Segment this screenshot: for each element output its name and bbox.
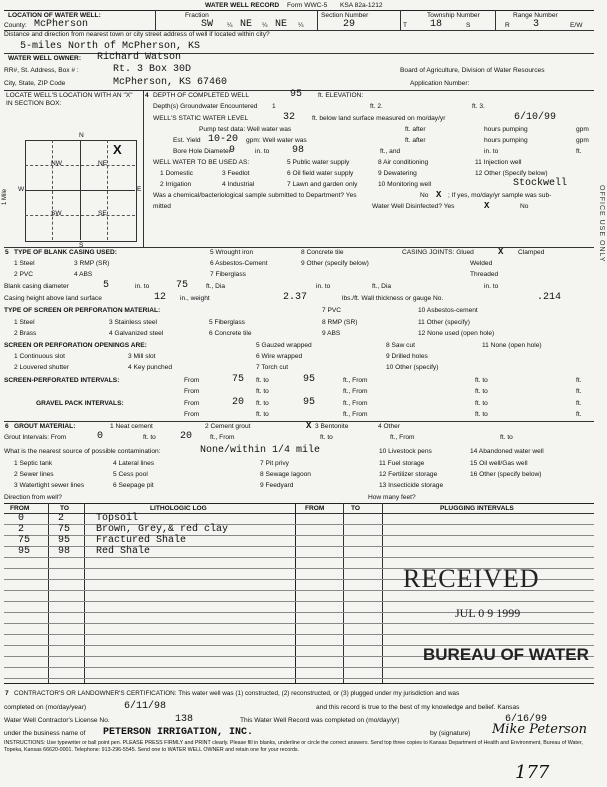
joints-threaded: Threaded bbox=[470, 271, 499, 278]
casing-7: 7 Fiberglass bbox=[210, 271, 246, 278]
contam-10: 10 Livestock pens bbox=[379, 448, 432, 455]
page-number: 177 bbox=[515, 762, 550, 783]
use-12: 12 Other (Specify below) bbox=[475, 170, 548, 177]
township-s: S bbox=[466, 22, 471, 29]
screen-ft-2: ft. bbox=[576, 388, 582, 395]
gravel-label: GRAVEL PACK INTERVALS: bbox=[36, 400, 124, 407]
screen-3: 3 Stainless steel bbox=[109, 319, 158, 326]
section-6-number: 6 bbox=[5, 423, 9, 430]
chem-rest: ; If yes, mo/day/yr sample was sub- bbox=[448, 192, 552, 199]
joints-label: CASING JOINTS: Glued bbox=[402, 249, 474, 256]
screen-from-label: From bbox=[184, 377, 200, 384]
completed-value: 6/11/98 bbox=[124, 701, 167, 712]
log-from-cell: 0 bbox=[18, 513, 25, 524]
use-4: 4 Industrial bbox=[222, 181, 255, 188]
chem-no-mark: X bbox=[436, 190, 442, 200]
contam-8: 8 Sewage lagoon bbox=[260, 471, 311, 478]
casing-diam-depth: 75 bbox=[176, 280, 189, 291]
contam-2: 2 Sewer lines bbox=[14, 471, 54, 478]
fraction-1: SW bbox=[201, 19, 214, 30]
screen-5: 5 Fiberglass bbox=[209, 319, 245, 326]
openings-label: SCREEN OR PERFORATION OPENINGS ARE: bbox=[4, 342, 147, 349]
gravel-to-2: ft. to bbox=[475, 400, 488, 407]
log-litho-header: LITHOLOGIC LOG bbox=[150, 505, 207, 512]
contam-1: 1 Septic tank bbox=[14, 460, 53, 467]
form-ksa: KSA 82a-1212 bbox=[340, 2, 383, 9]
static-level-date: 6/10/99 bbox=[514, 112, 557, 123]
log-rule bbox=[4, 667, 594, 668]
instructions: INSTRUCTIONS: Use typewriter or ball point pen. PLEASE PRESS FIRMLY and PRINT clearly. Please fill in blanks, underline or circle the correct answers. Send top three copies to Kansas Department of Health and Environment, Bureau of Water, Topeka, Kansas 66620-0001. Telephone: 913-296-5545. Send one to WATER WELL OWNER and retain one for your records. bbox=[4, 740, 583, 753]
quarter-mark-1: ¼ bbox=[227, 22, 233, 29]
log-from-cell: 2 bbox=[18, 524, 25, 535]
joints-clamped: Clamped bbox=[518, 249, 545, 256]
grout-to-value: 20 bbox=[180, 431, 193, 442]
opening-10: 10 Other (specify) bbox=[386, 364, 439, 371]
screen-8: 8 RMP (SR) bbox=[322, 319, 358, 326]
range-label: Range Number bbox=[513, 12, 558, 19]
opening-1: 1 Continuous slot bbox=[14, 353, 65, 360]
log-to-cell: 95 bbox=[58, 535, 71, 546]
gravel-to-3: ft. to bbox=[256, 411, 269, 418]
use-1: 1 Domestic bbox=[160, 170, 193, 177]
use-10: 10 Monitoring well bbox=[378, 181, 432, 188]
gravel-from-value: 20 bbox=[232, 397, 245, 408]
contam-6: 6 Seepage pit bbox=[113, 482, 154, 489]
screen-9: 9 ABS bbox=[322, 330, 341, 337]
business-label: under the business name of bbox=[4, 730, 86, 737]
completed-label: completed on (mo/day/year) bbox=[4, 704, 87, 711]
yield-gpm: gpm bbox=[576, 137, 589, 144]
fraction-3: NE bbox=[275, 19, 288, 30]
contam-14: 14 Abandoned water well bbox=[470, 448, 544, 455]
direction-label: Direction from well? bbox=[4, 494, 62, 501]
screen-from-value: 75 bbox=[232, 374, 245, 385]
pump-gpm: gpm bbox=[576, 126, 589, 133]
casing-2: 2 PVC bbox=[14, 271, 34, 278]
gravel-ft-from-2: ft., From bbox=[343, 411, 368, 418]
office-use-sidebar: OFFICE USE ONLY bbox=[598, 185, 605, 263]
grout-3: 3 Bentonite bbox=[315, 423, 349, 430]
casing-6: 6 Asbestos-Cement bbox=[210, 260, 268, 267]
nw-label: NW bbox=[51, 160, 62, 167]
screen-2: 2 Brass bbox=[14, 330, 37, 337]
depth-label: DEPTH OF COMPLETED WELL bbox=[153, 92, 249, 99]
quarter-mark-3: ¼ bbox=[298, 22, 304, 29]
grout-interval-label: Grout Intervals: From bbox=[4, 434, 67, 441]
county-value: McPherson bbox=[34, 19, 89, 30]
log-rule bbox=[4, 601, 594, 602]
contam-9: 9 Feedyard bbox=[260, 482, 294, 489]
county-label: County: bbox=[4, 22, 27, 29]
gravel-from-label: From bbox=[184, 400, 200, 407]
casing-height-value: 12 bbox=[154, 292, 167, 303]
screen-10: 10 Asbestos-cement bbox=[418, 307, 478, 314]
location-label: LOCATION OF WATER WELL: bbox=[8, 12, 101, 19]
screen-ft-from-2: ft., From bbox=[343, 388, 368, 395]
pump-test-label: Pump test data: Well water was bbox=[199, 126, 292, 133]
fraction-label: Fraction bbox=[185, 12, 209, 19]
log-rule bbox=[4, 623, 594, 624]
use-2: 2 Irrigation bbox=[160, 181, 192, 188]
record-completed-label: This Water Well Record was completed on (mo/day/yr) bbox=[240, 717, 400, 724]
grout-to-2: ft. to bbox=[320, 434, 333, 441]
use-9: 9 Dewatering bbox=[378, 170, 417, 177]
log-to-cell: 75 bbox=[58, 524, 71, 535]
log-to-cell: 98 bbox=[58, 546, 71, 557]
screen-label: TYPE OF SCREEN OR PERFORATION MATERIAL: bbox=[4, 307, 161, 314]
bore-label: Bore Hole Diameter bbox=[173, 148, 231, 155]
casing-label: TYPE OF BLANK CASING USED: bbox=[14, 249, 117, 256]
use-7: 7 Lawn and garden only bbox=[287, 181, 358, 188]
signature: Mike Peterson bbox=[492, 722, 588, 737]
screen-7: 7 PVC bbox=[322, 307, 342, 314]
casing-1: 1 Steel bbox=[14, 260, 35, 267]
city-label: City, State, ZIP Code bbox=[4, 80, 66, 87]
screen-to-4: ft. to bbox=[475, 388, 488, 395]
log-desc-cell: Fractured Shale bbox=[96, 535, 187, 546]
log-to-header: TO bbox=[60, 505, 70, 512]
contam-3: 3 Watertight sewer lines bbox=[14, 482, 85, 489]
joints-glued-mark: X bbox=[498, 247, 504, 257]
gw-2: ft. 2. bbox=[370, 103, 383, 110]
casing-dia-2: ft., Dia bbox=[372, 283, 392, 290]
log-to2-header: TO bbox=[351, 505, 361, 512]
fraction-2: NE bbox=[240, 19, 253, 30]
casing-thickness-label: lbs./ft. Wall thickness or gauge No. bbox=[342, 295, 444, 302]
section-label: Section Number bbox=[321, 12, 369, 19]
contam-5: 5 Cess pool bbox=[113, 471, 148, 478]
disinfect-no: No bbox=[520, 203, 529, 210]
range-r: R bbox=[505, 22, 510, 29]
static-level-rest: ft. below land surface measured on mo/day/yr bbox=[312, 115, 446, 122]
mile-label: 1 Mile bbox=[2, 188, 8, 205]
use-11: 11 Injection well bbox=[475, 159, 522, 166]
grout-ft-from-1: ft., From bbox=[210, 434, 235, 441]
log-rule bbox=[4, 634, 594, 635]
contam-11: 11 Fuel storage bbox=[379, 460, 425, 467]
east-label: E bbox=[137, 186, 142, 193]
use-8: 8 Air conditioning bbox=[378, 159, 429, 166]
log-rule bbox=[4, 557, 594, 558]
grout-to-label: ft. to bbox=[143, 434, 156, 441]
yield-rest: gpm: Well water was bbox=[246, 137, 307, 144]
groundwater-label: Depth(s) Groundwater Encountered bbox=[153, 103, 258, 110]
log-rule bbox=[4, 546, 594, 547]
township-label: Township Number bbox=[427, 12, 480, 19]
gw-1: 1 bbox=[272, 103, 276, 110]
grout-4: 4 Other bbox=[378, 423, 400, 430]
log-from2-header: FROM bbox=[305, 505, 325, 512]
township-value: 18 bbox=[430, 19, 443, 30]
screen-ft-1: ft. bbox=[576, 377, 582, 384]
casing-8: 8 Concrete tile bbox=[301, 249, 344, 256]
distance-label: Distance and direction from nearest town or city street address of well if located within city? bbox=[4, 31, 270, 38]
opening-6: 6 Wire wrapped bbox=[256, 353, 303, 360]
gravel-ft-from-1: ft., From bbox=[343, 400, 368, 407]
log-to-cell: 2 bbox=[58, 513, 65, 524]
screen-6: 6 Concrete tile bbox=[209, 330, 252, 337]
range-ew: E/W bbox=[570, 22, 583, 29]
contam-12: 12 Fertilizer storage bbox=[379, 471, 438, 478]
pump-after: ft. after bbox=[405, 126, 426, 133]
owner-name: Richard Watson bbox=[97, 52, 182, 63]
screen-to-3: ft. to bbox=[256, 388, 269, 395]
address-value: Rt. 3 Box 30D bbox=[113, 64, 192, 75]
record-completed-value: 6/16/99 bbox=[505, 714, 548, 725]
log-rule bbox=[4, 535, 594, 536]
contamination-label: What is the nearest source of possible contamination: bbox=[4, 448, 161, 455]
ne-label: NE bbox=[98, 160, 108, 167]
opening-3: 3 Mill slot bbox=[128, 353, 156, 360]
opening-8: 8 Saw cut bbox=[386, 342, 415, 349]
log-desc-cell: Brown, Grey,& red clay bbox=[96, 524, 229, 535]
contamination-value: None/within 1/4 mile bbox=[200, 445, 321, 456]
casing-diam-to-2: in. to bbox=[316, 283, 331, 290]
address-label: RR#, St. Address, Box # : bbox=[4, 67, 79, 74]
log-rule bbox=[4, 524, 594, 525]
owner-label: WATER WELL OWNER: bbox=[8, 55, 82, 62]
disinfect-label: Water Well Disinfected? Yes bbox=[372, 203, 455, 210]
opening-4: 4 Key punched bbox=[128, 364, 172, 371]
log-desc-cell: Topsoil bbox=[96, 513, 139, 524]
static-level-value: 32 bbox=[283, 112, 296, 123]
static-level-label: WELL'S STATIC WATER LEVEL bbox=[153, 115, 249, 122]
screen-4: 4 Galvanized steel bbox=[109, 330, 164, 337]
log-plug-header: PLUGGING INTERVALS bbox=[440, 505, 514, 512]
gravel-to-4: ft. to bbox=[475, 411, 488, 418]
locate-label: LOCATE WELL'S LOCATION WITH AN "X" IN SECTION BOX: bbox=[6, 92, 133, 107]
section-7-number: 7 bbox=[5, 690, 9, 697]
sw-label: SW bbox=[51, 210, 62, 217]
screen-ft-from-1: ft., From bbox=[343, 377, 368, 384]
form-number: Form WWC-5 bbox=[287, 2, 328, 9]
screen-to-value: 95 bbox=[303, 374, 316, 385]
elevation-label: ft. ELEVATION: bbox=[318, 92, 364, 99]
certification-rest: and this record is true to the best of my knowledge and belief. Kansas bbox=[316, 704, 520, 711]
received-date: JUL 0 9 1999 bbox=[455, 606, 521, 620]
use-3: 3 Feedlot bbox=[222, 170, 250, 177]
yield-after: ft. after bbox=[405, 137, 426, 144]
disinfect-yes-mark: X bbox=[484, 201, 490, 211]
certification-text: CONTRACTOR'S OR LANDOWNER'S CERTIFICATION: This water well was (1) constructed, (2) reconstructed, or (3) plugged under my jurisdiction and was bbox=[14, 690, 460, 697]
received-stamp: RECEIVED bbox=[403, 564, 540, 593]
opening-9: 9 Drilled holes bbox=[386, 353, 428, 360]
casing-3: 3 RMP (SR) bbox=[74, 260, 110, 267]
screen-11: 11 Other (specify) bbox=[418, 319, 470, 326]
south-label: S bbox=[79, 242, 84, 249]
city-value: McPherson, KS 67460 bbox=[113, 77, 228, 88]
joints-welded: Welded bbox=[470, 260, 493, 267]
opening-7: 7 Torch cut bbox=[256, 364, 289, 371]
casing-weight-label: in., weight bbox=[180, 295, 210, 302]
use-6: 6 Oil field water supply bbox=[287, 170, 354, 177]
grout-to-3: ft. to bbox=[500, 434, 513, 441]
gravel-to-value: 95 bbox=[303, 397, 316, 408]
gravel-ft-1: ft. bbox=[576, 400, 582, 407]
grout-label: GROUT MATERIAL: bbox=[14, 423, 76, 430]
distance-value: 5-miles North of McPherson, KS bbox=[20, 41, 201, 52]
pump-hours: hours pumping bbox=[484, 126, 528, 133]
license-value: 138 bbox=[175, 714, 194, 725]
quarter-mark-2: ¼ bbox=[262, 22, 268, 29]
yield-hours: hours pumping bbox=[484, 137, 528, 144]
opening-5: 5 Gauzed wrapped bbox=[256, 342, 312, 349]
contam-4: 4 Lateral lines bbox=[113, 460, 155, 467]
gw-3: ft. 3. bbox=[472, 103, 485, 110]
section-value: 29 bbox=[343, 19, 356, 30]
gravel-to-label: ft. to bbox=[256, 400, 269, 407]
well-location-mark: X bbox=[113, 142, 122, 157]
section-5-number: 5 bbox=[5, 249, 9, 256]
section-4-number: 4 bbox=[145, 92, 149, 99]
chem-mitted: mitted bbox=[153, 203, 171, 210]
bore-in-to: in. to bbox=[484, 148, 499, 155]
bureau-stamp: BUREAU OF WATER bbox=[423, 645, 589, 664]
log-desc-cell: Red Shale bbox=[96, 546, 151, 557]
bore-ft: ft. bbox=[576, 148, 582, 155]
use-other-value: Stockwell bbox=[513, 178, 568, 189]
screen-intervals-label: SCREEN-PERFORATED INTERVALS: bbox=[4, 377, 120, 384]
use-label: WELL WATER TO BE USED AS: bbox=[153, 159, 250, 166]
business-value: PETERSON IRRIGATION, INC. bbox=[103, 727, 254, 738]
yield-label: Est. Yield bbox=[173, 137, 201, 144]
contam-7: 7 Pit privy bbox=[260, 460, 289, 467]
screen-to-2: ft. to bbox=[475, 377, 488, 384]
bore-value: 9 bbox=[229, 145, 236, 156]
casing-dia-1: ft., Dia bbox=[206, 283, 226, 290]
casing-diam-label: Blank casing diameter bbox=[4, 283, 69, 290]
chem-no: No bbox=[420, 192, 429, 199]
bore-and: ft., and bbox=[380, 148, 401, 155]
howmany-label: How many feet? bbox=[368, 494, 416, 501]
range-value: 3 bbox=[533, 19, 540, 30]
casing-height-label: Casing height above land surface bbox=[4, 295, 102, 302]
bore-to: in. to bbox=[255, 148, 270, 155]
contam-16: 16 Other (specify below) bbox=[470, 471, 542, 478]
casing-diam-value: 5 bbox=[103, 280, 110, 291]
grout-bentonite-mark: X bbox=[306, 421, 312, 431]
casing-5: 5 Wrought iron bbox=[210, 249, 254, 256]
casing-weight-value: 2.37 bbox=[283, 292, 308, 303]
depth-value: 95 bbox=[290, 89, 303, 100]
casing-thickness-value: .214 bbox=[537, 292, 562, 303]
bore-depth: 98 bbox=[292, 145, 305, 156]
screen-to-label: ft. to bbox=[256, 377, 269, 384]
north-label: N bbox=[79, 132, 84, 139]
chem-sample-label: Was a chemical/bacteriological sample submitted to Department? Yes bbox=[153, 192, 357, 199]
form-title: WATER WELL RECORD bbox=[205, 2, 280, 9]
se-label: SE bbox=[98, 210, 107, 217]
gravel-from-2: From bbox=[184, 411, 200, 418]
screen-1: 1 Steel bbox=[14, 319, 35, 326]
license-label: Water Well Contractor's License No. bbox=[4, 717, 110, 724]
casing-diam-to: in. to bbox=[135, 283, 150, 290]
contam-13: 13 Insecticide storage bbox=[379, 482, 444, 489]
opening-2: 2 Louvered shutter bbox=[14, 364, 69, 371]
grout-1: 1 Neat cement bbox=[110, 423, 153, 430]
log-from-header: FROM bbox=[10, 505, 30, 512]
board-label: Board of Agriculture, Division of Water Resources bbox=[400, 67, 545, 74]
yield-value: 10-20 bbox=[208, 134, 239, 145]
log-rule bbox=[4, 678, 594, 679]
log-from-cell: 95 bbox=[18, 546, 31, 557]
grout-2: 2 Cement grout bbox=[205, 423, 251, 430]
casing-diam-to-3: in. to bbox=[484, 283, 499, 290]
west-label: W bbox=[18, 186, 25, 193]
use-5: 5 Public water supply bbox=[287, 159, 350, 166]
grout-from-value: 0 bbox=[97, 431, 104, 442]
screen-from-2: From bbox=[184, 388, 200, 395]
casing-9: 9 Other (specify below) bbox=[301, 260, 369, 267]
application-label: Application Number: bbox=[410, 80, 470, 87]
township-t: T bbox=[403, 22, 408, 29]
opening-11: 11 None (open hole) bbox=[482, 342, 542, 349]
casing-4: 4 ABS bbox=[74, 271, 93, 278]
gravel-ft-2: ft. bbox=[576, 411, 582, 418]
grout-ft-from-2: ft., From bbox=[390, 434, 415, 441]
log-from-cell: 75 bbox=[18, 535, 31, 546]
screen-12: 12 None used (open hole) bbox=[418, 330, 495, 337]
signature-label: by (signature) bbox=[430, 730, 471, 737]
contam-15: 15 Oil well/Gas well bbox=[470, 460, 528, 467]
